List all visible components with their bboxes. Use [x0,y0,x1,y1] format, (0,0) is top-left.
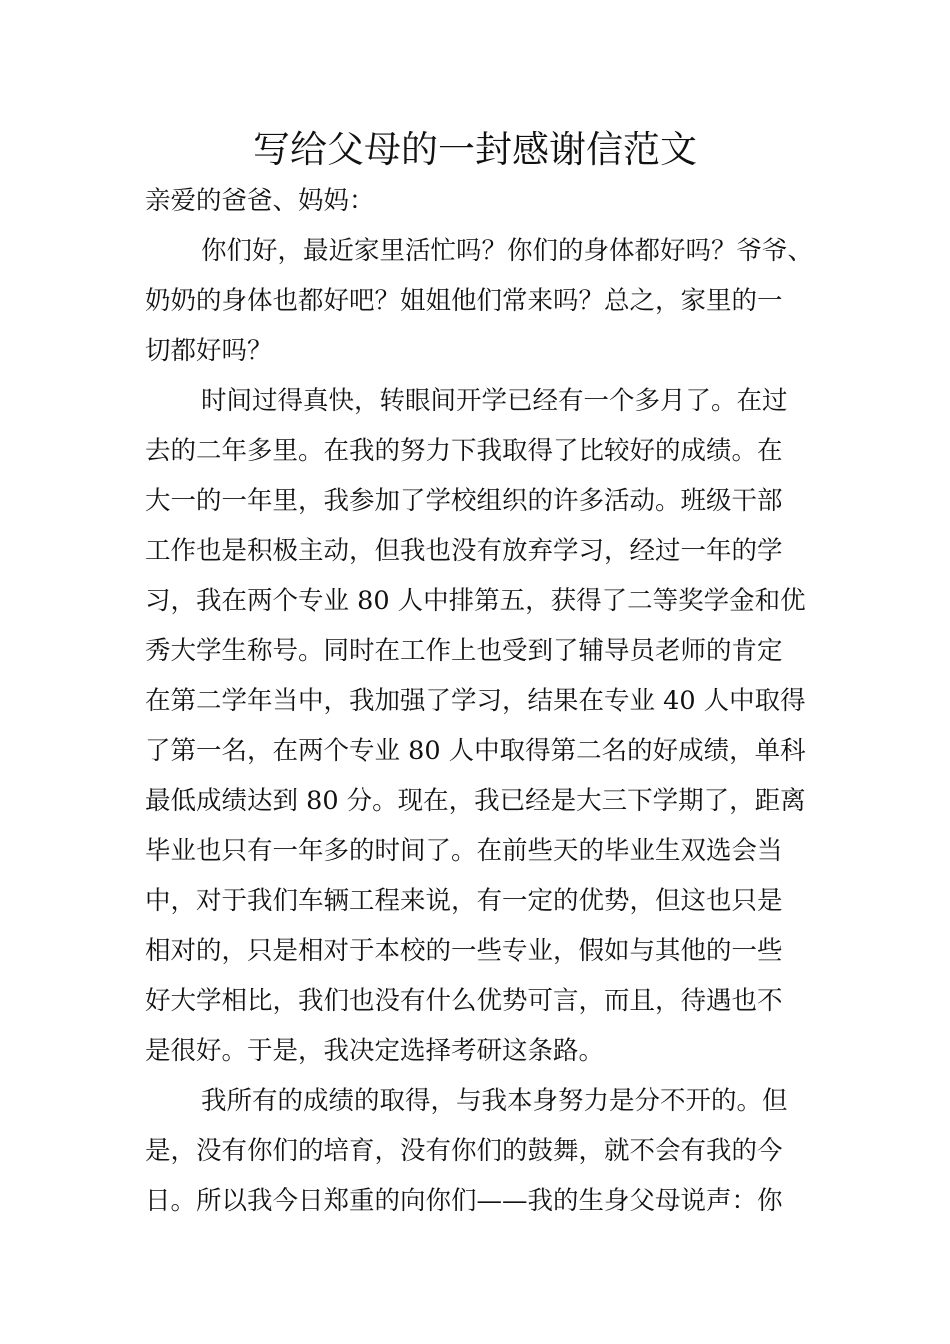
letter-line: 了第一名，在两个专业 80 人中取得第二名的好成绩，单科 [145,736,806,766]
letter-line: 日。所以我今日郑重的向你们——我的生身父母说声：你 [145,1186,783,1216]
letter-line: 我所有的成绩的取得，与我本身努力是分不开的。但 [201,1086,788,1116]
letter-line: 时间过得真快，转眼间开学已经有一个多月了。在过 [201,386,788,416]
letter-line: 好大学相比，我们也没有什么优势可言，而且，待遇也不 [145,986,783,1016]
letter-line: 习，我在两个专业 80 人中排第五，获得了二等奖学金和优 [145,586,806,616]
letter-line: 去的二年多里。在我的努力下我取得了比较好的成绩。在 [145,436,783,466]
letter-line: 工作也是积极主动，但我也没有放弃学习，经过一年的学 [145,536,783,566]
document-title: 写给父母的一封感谢信范文 [253,128,697,171]
letter-line: 你们好，最近家里活忙吗？你们的身体都好吗？爷爷、 [201,236,814,266]
letter-line: 奶奶的身体也都好吧？姐姐他们常来吗？总之，家里的一 [145,286,783,316]
letter-line: 中，对于我们车辆工程来说，有一定的优势，但这也只是 [145,886,783,916]
letter-line: 切都好吗？ [145,336,273,366]
letter-line: 是，没有你们的培育，没有你们的鼓舞，就不会有我的今 [145,1136,783,1166]
letter-line: 是很好。于是，我决定选择考研这条路。 [145,1036,605,1066]
letter-line: 秀大学生称号。同时在工作上也受到了辅导员老师的肯定 [145,636,783,666]
letter-line: 最低成绩达到 80 分。现在，我已经是大三下学期了，距离 [145,786,806,816]
letter-line: 毕业也只有一年多的时间了。在前些天的毕业生双选会当 [145,836,783,866]
letter-line: 相对的，只是相对于本校的一些专业，假如与其他的一些 [145,936,783,966]
letter-line: 在第二学年当中，我加强了学习，结果在专业 40 人中取得 [145,686,806,716]
letter-line: 大一的一年里，我参加了学校组织的许多活动。班级干部 [145,486,783,516]
letter-body [145,176,825,1226]
letter-line: 亲爱的爸爸、妈妈： [145,186,375,216]
